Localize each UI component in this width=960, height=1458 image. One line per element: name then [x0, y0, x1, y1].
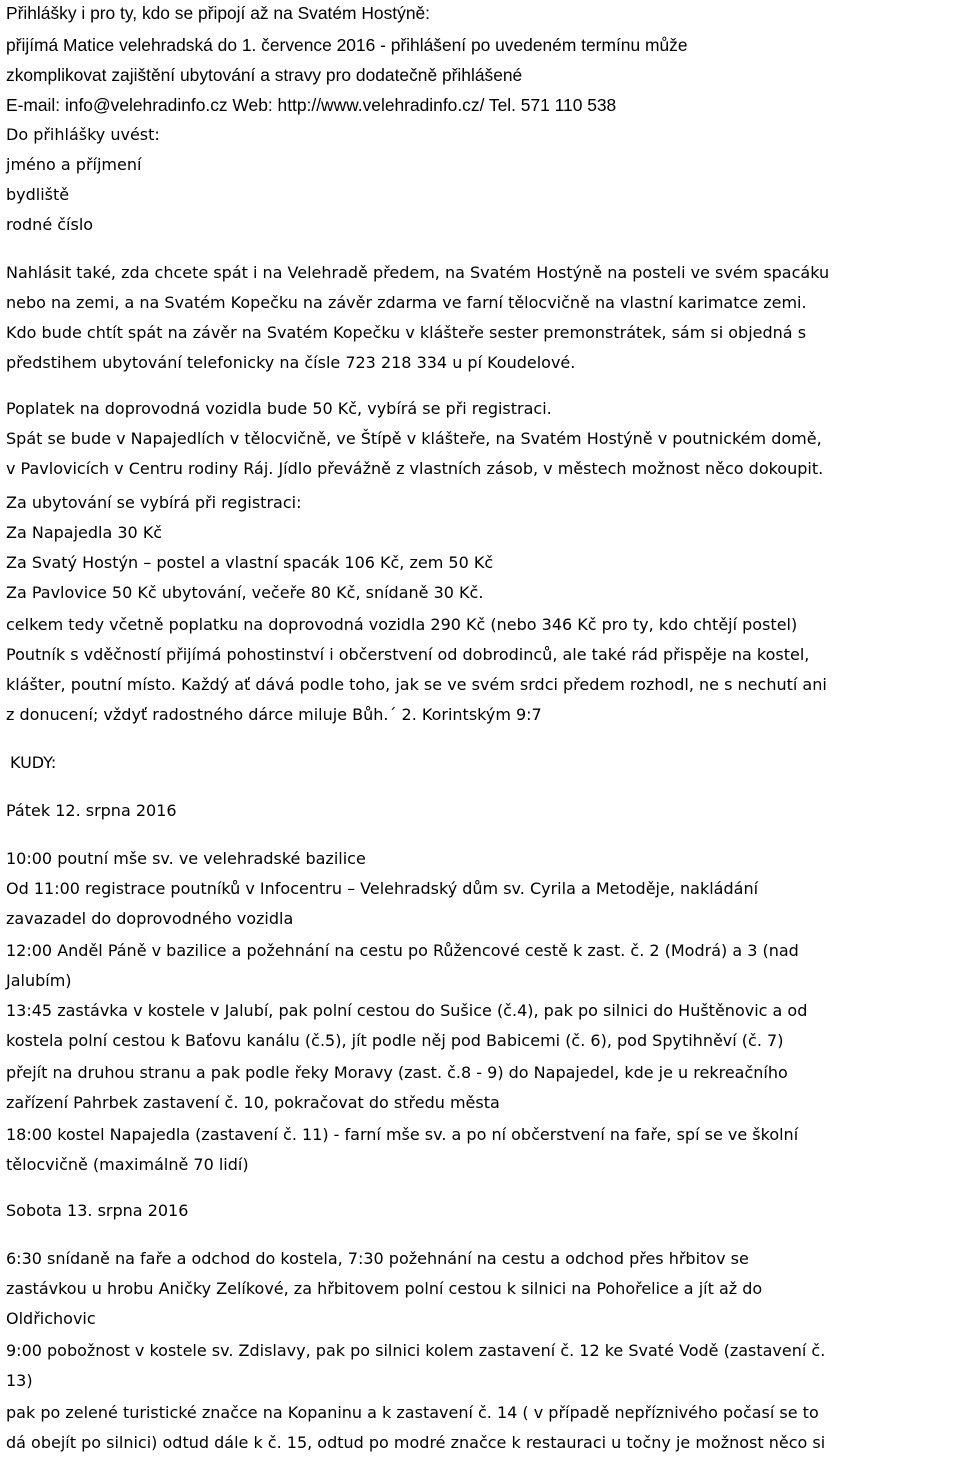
text-line: Kdo bude chtít spát na závěr na Svatém Kopečku v klášteře sester premonstrátek, sám si objedná s	[6, 323, 807, 342]
text-line: jméno a příjmení	[6, 155, 142, 174]
text-line: kostela polní cestou k Baťovu kanálu (č.5), jít podle něj pod Babicemi (č. 6), pod Spytihněví (č. 7)	[6, 1031, 784, 1050]
text-line: 10:00 poutní mše sv. ve velehradské bazilice	[6, 849, 366, 868]
text-line: Spát se bude v Napajedlích v tělocvičně, ve Štípě v klášteře, na Svatém Hostýně v poutnickém domě,	[6, 429, 822, 448]
text-line: Nahlásit také, zda chcete spát i na Velehradě předem, na Svatém Hostýně na posteli ve svém spacáku	[6, 263, 830, 282]
text-line: 12:00 Anděl Páně v bazilice a požehnání na cestu po Růžencové cestě k zast. č. 2 (Modrá) a 3 (nad	[6, 941, 799, 960]
text-line: Poutník s vděčností přijímá pohostinství i občerstvení od dobrodinců, ale také rád přispěje na kostel,	[6, 645, 810, 664]
day-heading: Pátek 12. srpna 2016	[6, 801, 177, 820]
text-line: zařízení Pahrbek zastavení č. 10, pokračovat do středu města	[6, 1093, 500, 1112]
text-line: Za Svatý Hostýn – postel a vlastní spacák 106 Kč, zem 50 Kč	[6, 553, 494, 572]
text-line: 9:00 pobožnost v kostele sv. Zdislavy, pak po silnici kolem zastavení č. 12 ke Svaté Vodě (zastavení č.	[6, 1341, 826, 1360]
text-line: zavazadel do doprovodného vozidla	[6, 909, 294, 928]
section-heading: KUDY:	[10, 753, 57, 772]
text-line: Za Pavlovice 50 Kč ubytování, večeře 80 Kč, snídaně 30 Kč.	[6, 583, 484, 602]
text-line: rodné číslo	[6, 215, 94, 234]
text-line: klášter, poutní místo. Každý ať dává podle toho, jak se ve svém srdci předem rozhodl, ne s nechutí ani	[6, 675, 827, 694]
text-line: Jalubím)	[6, 971, 72, 990]
text-line: dá obejít po silnici) odtud dále k č. 15, odtud po modré značce k restauraci u točny je možnost něco si	[6, 1433, 826, 1452]
text-line: 13)	[6, 1371, 33, 1390]
text-line: tělocvičně (maximálně 70 lidí)	[6, 1155, 249, 1174]
text-line: 18:00 kostel Napajedla (zastavení č. 11) - farní mše sv. a po ní občerstvení na faře, spí se ve školní	[6, 1125, 799, 1144]
text-line: pak po zelené turistické značce na Kopaninu a k zastavení č. 14 ( v případě nepříznivého počasí se to	[6, 1403, 819, 1422]
text-line: Za ubytování se vybírá při registraci:	[6, 493, 302, 512]
text-line: předstihem ubytování telefonicky na čísle 723 218 334 u pí Koudelové.	[6, 353, 576, 372]
text-line: z donucení; vždyť radostného dárce miluje Bůh.´ 2. Korintským 9:7	[6, 705, 542, 724]
text-line: E-mail: info@velehradinfo.cz Web: http://www.velehradinfo.cz/ Tel. 571 110 538	[6, 95, 617, 115]
text-line: zastávkou u hrobu Aničky Zelíkové, za hřbitovem polní cestou k silnici na Pohořelice a jít až do	[6, 1279, 763, 1298]
text-line: bydliště	[6, 185, 70, 204]
text-line: Do přihlášky uvést:	[6, 125, 160, 144]
text-line: nebo na zemi, a na Svatém Kopečku na závěr zdarma ve farní tělocvičně na vlastní karimatce zemi.	[6, 293, 807, 312]
text-line: Oldřichovic	[6, 1309, 96, 1328]
text-line: Přihlášky i pro ty, kdo se připojí až na Svatém Hostýně:	[6, 3, 430, 23]
text-line: 13:45 zastávka v kostele v Jalubí, pak polní cestou do Sušice (č.4), pak po silnici do Huštěnovic a od	[6, 1001, 808, 1020]
text-line: přijímá Matice velehradská do 1. července 2016 - přihlášení po uvedeném termínu může	[6, 35, 688, 55]
text-line: v Pavlovicích v Centru rodiny Ráj. Jídlo převážně z vlastních zásob, v městech možnost něco dokoupit.	[6, 459, 824, 478]
text-line: 6:30 snídaně na faře a odchod do kostela, 7:30 požehnání na cestu a odchod přes hřbitov se	[6, 1249, 749, 1268]
text-line: zkomplikovat zajištění ubytování a stravy pro dodatečně přihlášené	[6, 65, 523, 85]
text-line: přejít na druhou stranu a pak podle řeky Moravy (zast. č.8 - 9) do Napajedel, kde je u rekreačního	[6, 1063, 788, 1082]
day-heading: Sobota 13. srpna 2016	[6, 1201, 189, 1220]
text-line: Od 11:00 registrace poutníků v Infocentru – Velehradský dům sv. Cyrila a Metoděje, nakládání	[6, 879, 759, 898]
text-line: Za Napajedla 30 Kč	[6, 523, 163, 542]
text-line: celkem tedy včetně poplatku na doprovodná vozidla 290 Kč (nebo 346 Kč pro ty, kdo chtějí postel)	[6, 615, 798, 634]
text-line: Poplatek na doprovodná vozidla bude 50 Kč, vybírá se při registraci.	[6, 399, 552, 418]
